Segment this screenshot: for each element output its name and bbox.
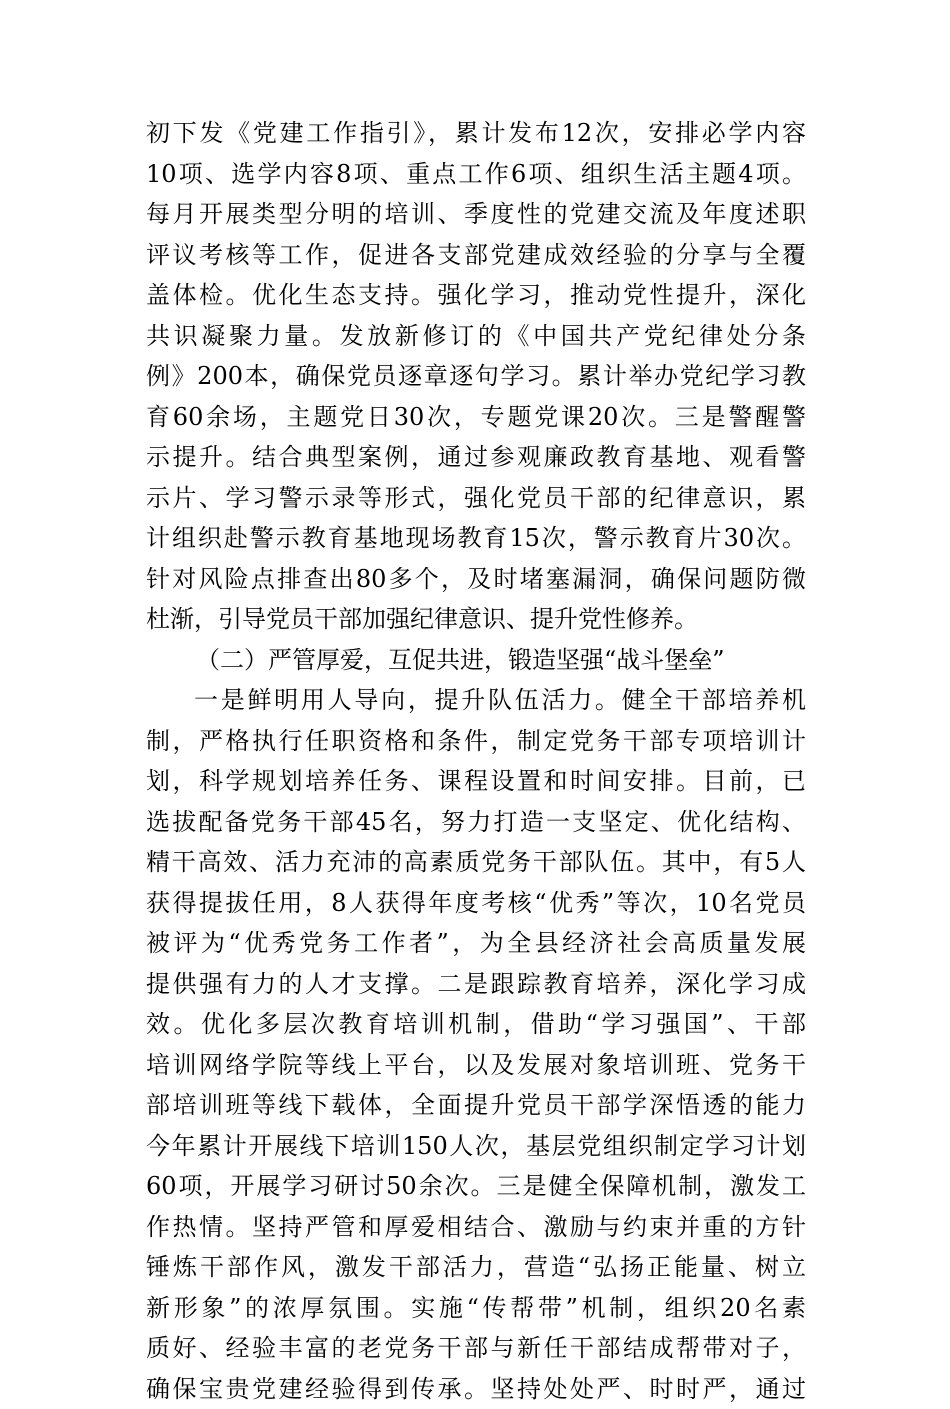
body-line: 计组织赴警示教育基地现场教育15次，警示教育片30次。: [146, 518, 806, 559]
body-line: 育60余场，主题党日30次，专题党课20次。三是警醒警: [146, 397, 806, 438]
body-line: 确保宝贵党建经验得到传承。坚持处处严、时时严，通过: [146, 1369, 806, 1409]
body-line: 共识凝聚力量。发放新修订的《中国共产党纪律处分条: [146, 316, 806, 357]
body-line: 针对风险点排查出80多个，及时堵塞漏洞，确保问题防微: [146, 559, 806, 600]
body-line: 每月开展类型分明的培训、季度性的党建交流及年度述职: [146, 194, 806, 235]
body-line: 选拔配备党务干部45名，努力打造一支坚定、优化结构、: [146, 802, 806, 843]
body-line: 获得提拔任用，8人获得年度考核“优秀”等次，10名党员: [146, 883, 806, 924]
body-line: 60项，开展学习研讨50余次。三是健全保障机制，激发工: [146, 1166, 806, 1207]
body-line: 例》200本，确保党员逐章逐句学习。累计举办党纪学习教: [146, 356, 806, 397]
body-line: 初下发《党建工作指引》，累计发布12次，安排必学内容: [146, 113, 806, 154]
body-line: 被评为“优秀党务工作者”，为全县经济社会高质量发展: [146, 923, 806, 964]
body-line: 作热情。坚持严管和厚爱相结合、激励与约束并重的方针: [146, 1207, 806, 1248]
body-line: 评议考核等工作，促进各支部党建成效经验的分享与全覆: [146, 235, 806, 276]
body-line: 制，严格执行任职资格和条件，制定党务干部专项培训计: [146, 721, 806, 762]
paragraph-first-line: 一是鲜明用人导向，提升队伍活力。健全干部培养机: [146, 680, 806, 721]
body-line: 提供强有力的人才支撑。二是跟踪教育培养，深化学习成: [146, 964, 806, 1005]
body-line: 新形象”的浓厚氛围。实施“传帮带”机制，组织20名素: [146, 1288, 806, 1329]
document-body: [146, 113, 806, 1409]
body-line: 精干高效、活力充沛的高素质党务干部队伍。其中，有5人: [146, 842, 806, 883]
body-line: 今年累计开展线下培训150人次，基层党组织制定学习计划: [146, 1126, 806, 1167]
body-line: 质好、经验丰富的老党务干部与新任干部结成帮带对子，: [146, 1328, 806, 1369]
body-line: 培训网络学院等线上平台，以及发展对象培训班、党务干: [146, 1045, 806, 1086]
body-line: 划，科学规划培养任务、课程设置和时间安排。目前，已: [146, 761, 806, 802]
body-line: 示提升。结合典型案例，通过参观廉政教育基地、观看警: [146, 437, 806, 478]
body-line: 10项、选学内容8项、重点工作6项、组织生活主题4项。: [146, 154, 806, 195]
body-line: 杜渐，引导党员干部加强纪律意识、提升党性修养。: [146, 599, 806, 640]
body-line: 部培训班等线下载体，全面提升党员干部学深悟透的能力: [146, 1085, 806, 1126]
body-line: 盖体检。优化生态支持。强化学习，推动党性提升，深化: [146, 275, 806, 316]
section-heading: （二）严管厚爱，互促共进，锻造坚强“战斗堡垒”: [146, 640, 806, 681]
body-line: 示片、学习警示录等形式，强化党员干部的纪律意识，累: [146, 478, 806, 519]
body-line: 锤炼干部作风，激发干部活力，营造“弘扬正能量、树立: [146, 1247, 806, 1288]
body-line: 效。优化多层次教育培训机制，借助“学习强国”、干部: [146, 1004, 806, 1045]
